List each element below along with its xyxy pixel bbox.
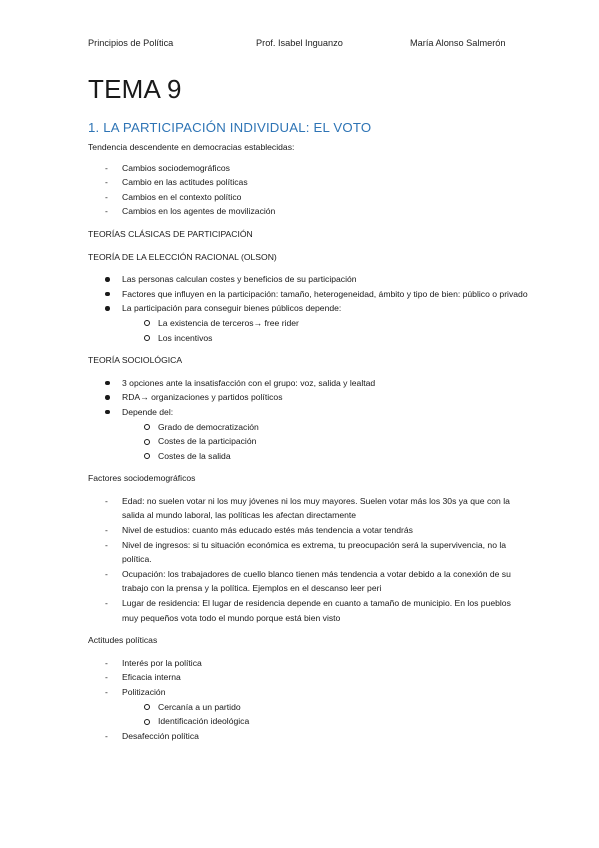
sub-list-item: Los incentivos — [88, 331, 528, 346]
list-item: - Politización — [105, 687, 166, 697]
sub-list-item: Identificación ideológica — [88, 714, 528, 729]
tendencias-list — [88, 161, 528, 219]
intro-text: Tendencia descendente en democracias establecidas: — [88, 142, 295, 152]
bullet-icon — [105, 306, 110, 311]
circle-bullet-icon — [144, 335, 150, 341]
factores-heading: Factores sociodemográficos — [88, 473, 196, 484]
sub-list-item: La existencia de terceros→ free rider — [88, 316, 528, 331]
list-item: - Cambios en el contexto político — [105, 191, 242, 202]
list-item: La participación para conseguir bienes públicos depende: — [88, 301, 528, 316]
actitudes-heading: Actitudes políticas — [88, 635, 158, 646]
list-item: - Cambios sociodemográficos — [105, 162, 230, 173]
list-item: Depende del: — [88, 405, 528, 420]
document-body — [88, 140, 528, 743]
actitudes-list — [88, 656, 528, 744]
bullet-icon — [105, 277, 110, 282]
sub-list-item: Cercanía a un partido — [88, 700, 528, 715]
circle-bullet-icon — [144, 453, 150, 459]
bullet-icon — [105, 292, 110, 297]
list-item: RDA→ organizaciones y partidos políticos — [88, 390, 528, 405]
list-item: - Desafección política — [105, 730, 199, 741]
olson-list — [88, 272, 528, 345]
bullet-icon — [105, 381, 110, 386]
list-item: - Cambios en los agentes de movilización — [105, 206, 276, 217]
header-author: María Alonso Salmerón — [410, 38, 506, 48]
bullet-icon — [105, 395, 110, 400]
bullet-icon — [105, 410, 110, 415]
list-item: - Interés por la política — [105, 657, 202, 668]
list-item: Factores que influyen en la participación: tamaño, heterogeneidad, ámbito y tipo de bien: público o privado — [88, 287, 528, 302]
sub-list-item: Costes de la salida — [88, 449, 528, 464]
list-item: - Nivel de ingresos: si tu situación económica es extrema, tu preocupación será la supervivencia, no la política. — [105, 539, 507, 565]
page-title: TEMA 9 — [88, 74, 182, 104]
sociologica-list — [88, 376, 528, 464]
list-item: - Cambio en las actitudes políticas — [105, 177, 248, 188]
factores-list — [88, 494, 528, 625]
list-item: - Nivel de estudios: cuanto más educado estés más tendencia a votar tendrás — [105, 525, 413, 536]
list-item: - Edad: no suelen votar ni los muy jóvenes ni los muy mayores. Suelen votar más los 30s ya que con la salida al mundo laboral, las políticas les afectan directamente — [105, 495, 510, 521]
circle-bullet-icon — [144, 439, 150, 445]
circle-bullet-icon — [144, 719, 150, 725]
sub-list-item: Costes de la participación — [88, 434, 528, 449]
header-professor: Prof. Isabel Inguanzo — [256, 38, 343, 48]
sociologica-heading: TEORÍA SOCIOLÓGICA — [88, 355, 183, 366]
circle-bullet-icon — [144, 320, 150, 326]
list-item: - Ocupación: los trabajadores de cuello blanco tienen más tendencia a votar debido a la conexión de su trabajo con la prensa y la política. Ejemplos en el descanso leer peri — [105, 568, 511, 594]
circle-bullet-icon — [144, 424, 150, 430]
list-item: Las personas calculan costes y beneficios de su participación — [88, 272, 528, 287]
teorias-clasicas-heading: TEORÍAS CLÁSICAS DE PARTICIPACIÓN — [88, 228, 253, 239]
circle-bullet-icon — [144, 704, 150, 710]
section-heading: 1. LA PARTICIPACIÓN INDIVIDUAL: EL VOTO — [88, 120, 372, 135]
list-item: 3 opciones ante la insatisfacción con el grupo: voz, salida y lealtad — [88, 376, 528, 391]
list-item: - Eficacia interna — [105, 672, 181, 683]
olson-heading: TEORÍA DE LA ELECCIÓN RACIONAL (OLSON) — [88, 251, 277, 262]
header-course: Principios de Política — [88, 38, 174, 48]
list-item: - Lugar de residencia: El lugar de residencia depende en cuanto a tamaño de municipio. En los pueblos muy pequeños vota todo el mundo porque está bien visto — [105, 598, 511, 623]
sub-list-item: Grado de democratización — [88, 420, 528, 435]
